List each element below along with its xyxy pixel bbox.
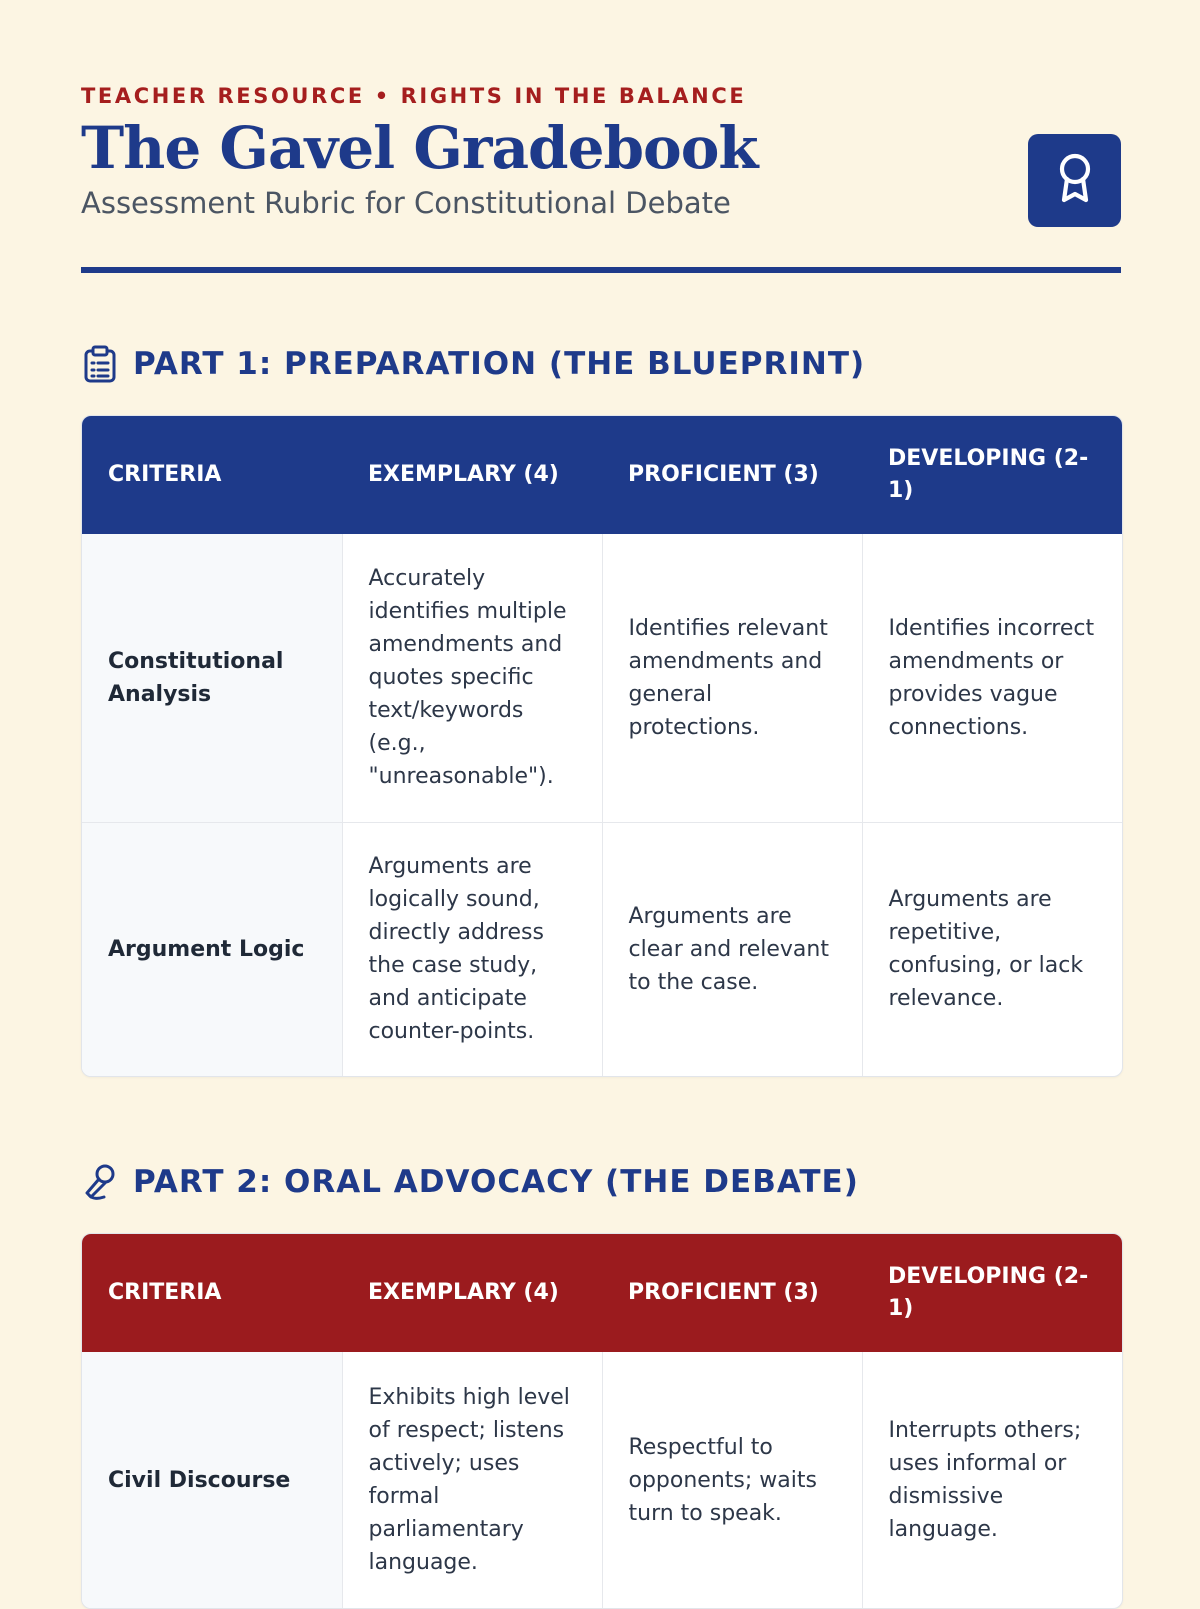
- eyebrow-label: TEACHER RESOURCE • RIGHTS IN THE BALANCE: [81, 84, 747, 108]
- table-header-row: [82, 1234, 1122, 1352]
- column-header-exemplary: EXEMPLARY (4): [342, 416, 602, 534]
- column-header-criteria: CRITERIA: [82, 1234, 342, 1352]
- page: [81, 0, 1121, 1575]
- section-heading-text: PART 2: ORAL ADVOCACY (THE DEBATE): [133, 1164, 859, 1200]
- exemplary-cell: Accurately identifies multiple amendments and quotes specific text/keywords (e.g., "unreasonable").: [342, 534, 602, 822]
- developing-cell: Interrupts others; uses informal or dismissive language.: [862, 1352, 1122, 1608]
- column-header-developing: DEVELOPING (2-1): [862, 1234, 1122, 1352]
- table-header-row: [82, 416, 1122, 534]
- column-header-criteria: CRITERIA: [82, 416, 342, 534]
- award-badge: [1028, 134, 1121, 227]
- header-divider: [81, 267, 1121, 273]
- column-header-developing: DEVELOPING (2-1): [862, 416, 1122, 534]
- proficient-cell: Arguments are clear and relevant to the case.: [602, 822, 862, 1076]
- section-heading-oral-advocacy: [81, 1160, 859, 1204]
- award-ribbon-icon: [1055, 152, 1095, 209]
- table-row: [82, 1352, 1122, 1608]
- column-header-proficient: PROFICIENT (3): [602, 1234, 862, 1352]
- clipboard-icon: [81, 345, 119, 383]
- rubric-table-oral-advocacy: [81, 1233, 1123, 1609]
- table-row: [82, 822, 1122, 1076]
- page-header: [81, 0, 1121, 276]
- column-header-proficient: PROFICIENT (3): [602, 416, 862, 534]
- developing-cell: Arguments are repetitive, confusing, or lack relevance.: [862, 822, 1122, 1076]
- developing-cell: Identifies incorrect amendments or provides vague connections.: [862, 534, 1122, 822]
- criteria-cell: Argument Logic: [82, 822, 342, 1076]
- criteria-cell: Civil Discourse: [82, 1352, 342, 1608]
- exemplary-cell: Exhibits high level of respect; listens actively; uses formal parliamentary language.: [342, 1352, 602, 1608]
- page-subtitle: Assessment Rubric for Constitutional Debate: [81, 186, 731, 220]
- table-row: [82, 534, 1122, 822]
- column-header-exemplary: EXEMPLARY (4): [342, 1234, 602, 1352]
- proficient-cell: Identifies relevant amendments and general protections.: [602, 534, 862, 822]
- section-heading-preparation: [81, 342, 865, 386]
- exemplary-cell: Arguments are logically sound, directly address the case study, and anticipate counter-points.: [342, 822, 602, 1076]
- proficient-cell: Respectful to opponents; waits turn to speak.: [602, 1352, 862, 1608]
- section-heading-text: PART 1: PREPARATION (THE BLUEPRINT): [133, 346, 866, 382]
- criteria-cell: Constitutional Analysis: [82, 534, 342, 822]
- page-title: The Gavel Gradebook: [81, 114, 758, 182]
- microphone-icon: [81, 1163, 119, 1201]
- rubric-table-preparation: [81, 415, 1123, 1077]
